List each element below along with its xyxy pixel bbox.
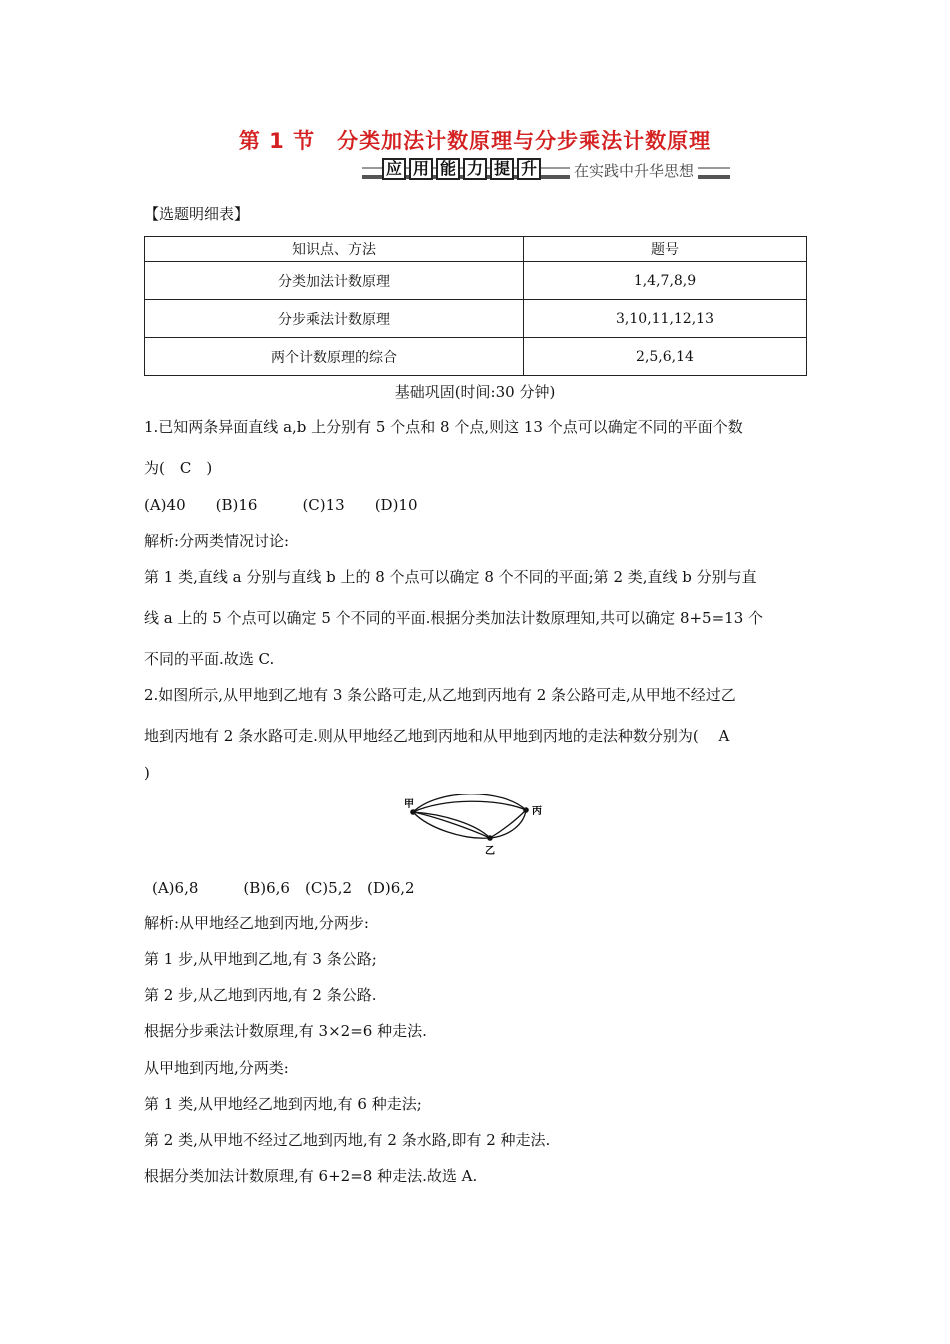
node-bing <box>523 807 529 813</box>
label-jia: 甲 <box>404 799 414 810</box>
waterway-path-1 <box>413 794 526 812</box>
banner-char: 能 <box>436 158 460 180</box>
section-heading: 基础巩固(时间:30 分钟) <box>394 383 556 401</box>
question-2-line: 2.如图所示,从甲地到乙地有 3 条公路可走,从乙地到丙地有 2 条公路可走,从甲地不经过乙 <box>144 686 736 704</box>
solution-line: 第 1 类,从甲地经乙地到丙地,有 6 种走法; <box>144 1095 422 1113</box>
question-1-options: (A)40 (B)16 (C)13 (D)10 <box>144 496 418 514</box>
banner-char: 力 <box>463 158 487 180</box>
solution-line: 第 1 类,直线 a 分别与直线 b 上的 8 个点可以确定 8 个不同的平面;第 2 类,直线 b 分别与直 <box>144 568 757 586</box>
question-1-line: 为( C ) <box>144 459 213 477</box>
table-row <box>145 262 807 300</box>
table-cell: 3,10,11,12,13 <box>524 300 807 338</box>
banner-char: 提 <box>490 158 514 180</box>
solution-line: 解析:从甲地经乙地到丙地,分两步: <box>144 914 369 932</box>
table-cell: 分步乘法计数原理 <box>145 300 524 338</box>
route-diagram <box>398 794 558 860</box>
solution-line: 第 2 类,从甲地不经过乙地到丙地,有 2 条水路,即有 2 种走法. <box>144 1131 551 1149</box>
solution-line: 解析:分两类情况讨论: <box>144 532 290 550</box>
solution-line: 线 a 上的 5 个点可以确定 5 个不同的平面.根据分类加法计数原理知,共可以确定 8+5=13 个 <box>144 609 764 627</box>
waterway-path-2 <box>413 801 526 812</box>
table-cell: 两个计数原理的综合 <box>145 338 524 376</box>
table-row <box>145 338 807 376</box>
node-yi <box>487 835 493 841</box>
road-path-4 <box>490 810 526 838</box>
table-header-row <box>145 237 807 262</box>
table-cell: 2,5,6,14 <box>524 338 807 376</box>
solution-line: 从甲地到丙地,分两类: <box>144 1059 289 1077</box>
table-header-cell: 知识点、方法 <box>145 237 524 262</box>
table-cell: 1,4,7,8,9 <box>524 262 807 300</box>
banner-subtitle: 在实践中升华思想 <box>570 160 698 181</box>
question-2-line: ) <box>144 764 150 782</box>
table-heading: 【选题明细表】 <box>144 205 250 223</box>
question-2-line: 地到丙地有 2 条水路可走.则从甲地经乙地到丙地和从甲地到丙地的走法种数分别为( A <box>144 727 730 745</box>
road-path-3 <box>413 812 490 838</box>
road-path-1 <box>413 812 490 838</box>
solution-line: 第 2 步,从乙地到丙地,有 2 条公路. <box>144 986 377 1004</box>
banner-char: 用 <box>409 158 433 180</box>
solution-line: 根据分类加法计数原理,有 6+2=8 种走法.故选 A. <box>144 1167 478 1185</box>
banner-char: 升 <box>517 158 541 180</box>
node-jia <box>410 809 416 815</box>
banner-chars <box>382 158 541 180</box>
section-banner <box>362 158 730 180</box>
table-header-cell: 题号 <box>524 237 807 262</box>
table-cell: 分类加法计数原理 <box>145 262 524 300</box>
solution-line: 根据分步乘法计数原理,有 3×2=6 种走法. <box>144 1022 427 1040</box>
question-2-options: (A)6,8 (B)6,6 (C)5,2 (D)6,2 <box>152 879 415 897</box>
label-bing: 丙 <box>532 806 542 817</box>
road-path-2 <box>413 812 490 838</box>
table-row <box>145 300 807 338</box>
solution-line: 不同的平面.故选 C. <box>144 650 275 668</box>
page-title: 第 1 节 分类加法计数原理与分步乘法计数原理 <box>238 129 712 153</box>
banner-char: 应 <box>382 158 406 180</box>
question-1-line: 1.已知两条异面直线 a,b 上分别有 5 个点和 8 个点,则这 13 个点可以确定不同的平面个数 <box>144 418 743 436</box>
label-yi: 乙 <box>485 846 495 857</box>
topic-table <box>144 236 807 376</box>
solution-line: 第 1 步,从甲地到乙地,有 3 条公路; <box>144 950 377 968</box>
